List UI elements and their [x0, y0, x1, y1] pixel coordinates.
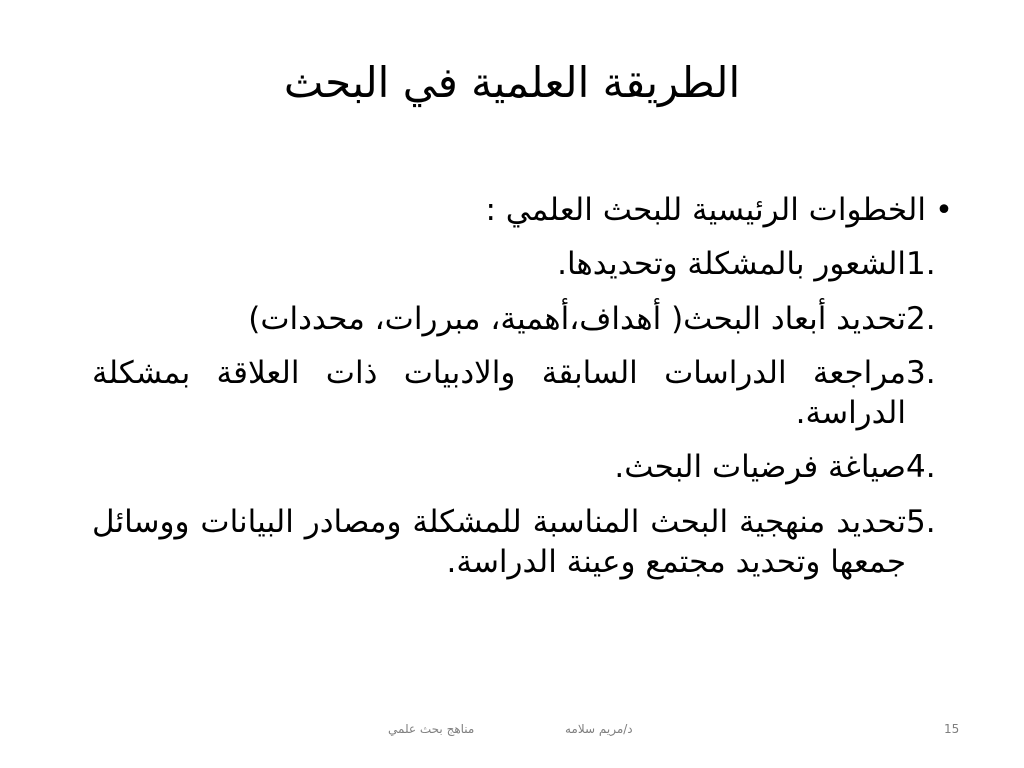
list-item-1: [92, 244, 962, 284]
bullet-marker: •: [935, 193, 953, 228]
list-text: الشعور بالمشكلة وتحديدها.: [557, 246, 906, 283]
list-text: مراجعة الدراسات السابقة والادبيات ذات العلاقة بمشكلة الدراسة.: [92, 354, 906, 432]
list-number: 4.: [906, 449, 936, 486]
list-number: 5.: [906, 503, 936, 540]
bullet-item: [92, 190, 962, 230]
list-text: تحديد منهجية البحث المناسبة للمشكلة ومصادر البيانات ووسائل جمعها وتحديد مجتمع وعينة الدراسة.: [92, 503, 906, 581]
list-item-4: [92, 447, 962, 487]
list-number: 2.: [906, 300, 936, 337]
bullet-text: الخطوات الرئيسية للبحث العلمي :: [485, 192, 926, 228]
list-number: 3.: [906, 354, 936, 391]
list-text: تحديد أبعاد البحث( أهداف،أهمية، مبررات، محددات): [248, 300, 906, 337]
slide-content: [92, 190, 962, 596]
list-text: صياغة فرضيات البحث.: [614, 449, 906, 486]
list-item-5: [92, 502, 962, 583]
slide-title: الطريقة العلمية في البحث: [283, 58, 741, 107]
list-item-3: [92, 353, 962, 434]
footer-course: مناهج بحث علمي: [388, 722, 475, 736]
footer-page-number: 15: [944, 722, 960, 736]
footer-author: د/مريم سلامه: [565, 722, 633, 736]
list-item-2: [92, 299, 962, 339]
list-number: 1.: [906, 246, 936, 283]
